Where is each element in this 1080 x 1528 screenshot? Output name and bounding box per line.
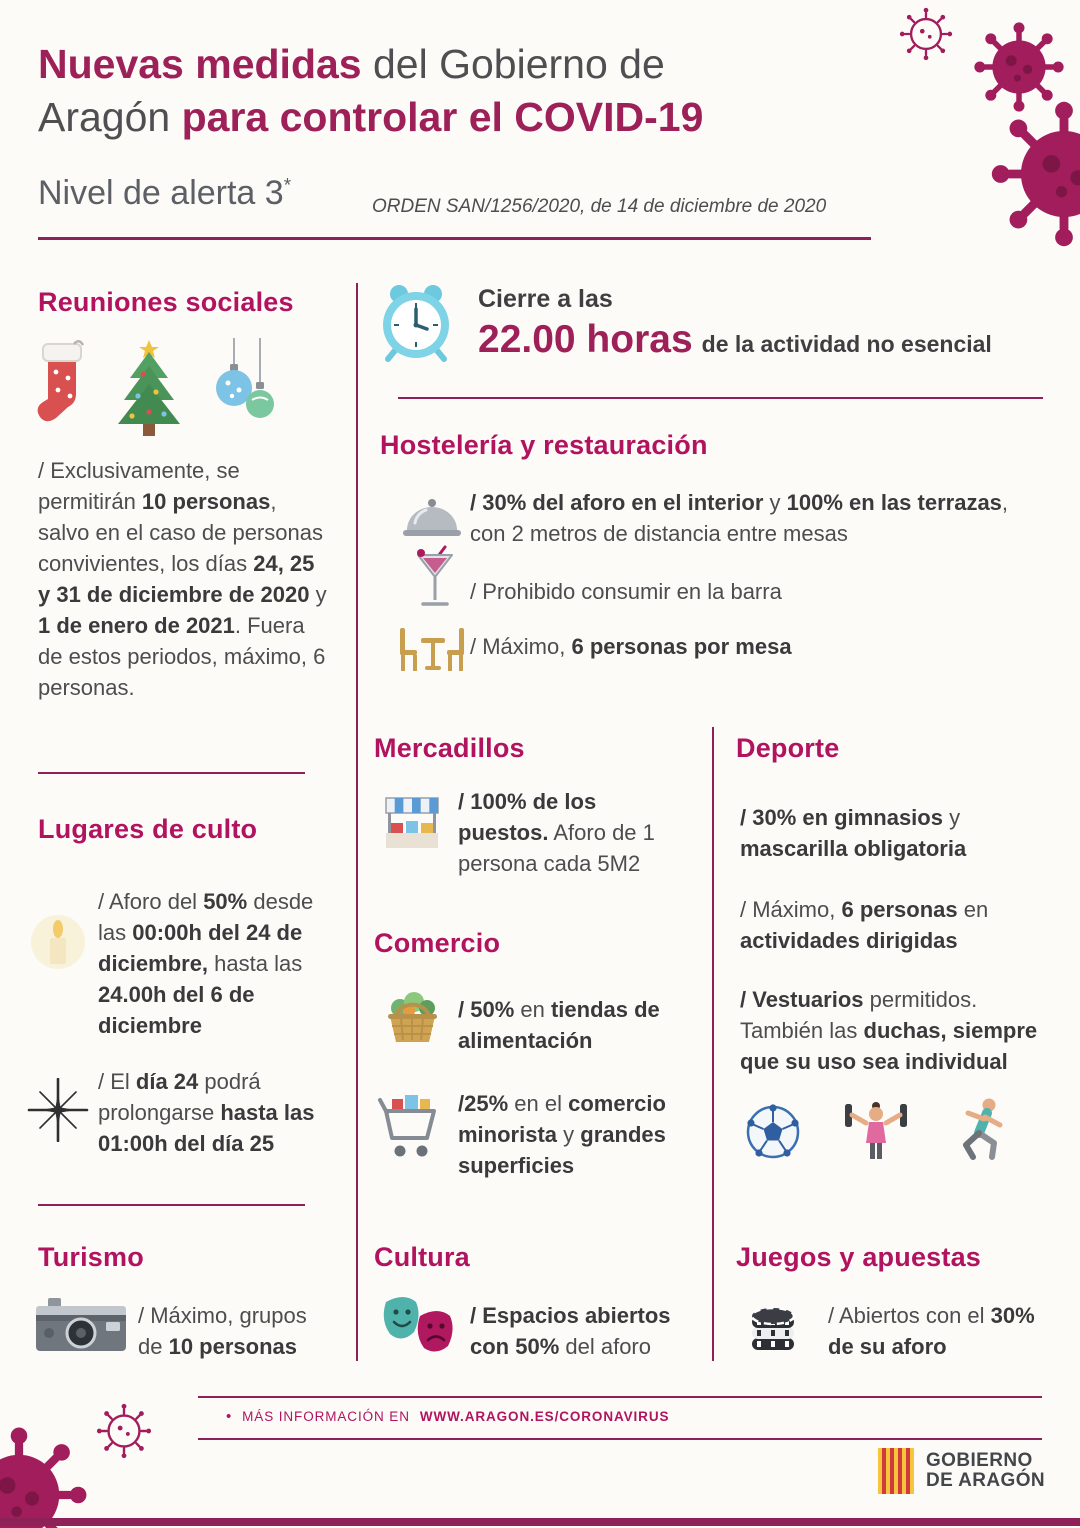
footer-bullet: • [226,1408,233,1425]
aragon-flag-icon [876,1446,916,1496]
section-title-turismo: Turismo [38,1242,144,1272]
section-title-comercio: Comercio [374,928,501,958]
christmas-icons-row [34,338,280,438]
hosteleria-item-1: / 30% del aforo en el interior y 100% en las terrazas, con 2 metros de distancia entre mesas [470,490,1009,546]
coronavirus-decoration-top-right [880,0,1080,260]
comercio-item-2: /25% en el comercio minorista y grandes superficies [458,1091,666,1178]
lugares-item-2: / El día 24 podrá prolongarse hasta las 01:00h del día 25 [98,1069,315,1156]
bottom-border-bar [0,1518,1080,1526]
alert-level: Nivel de alerta 3* [38,174,292,212]
logo-line-2: DE ARAGÓN [926,1470,1046,1491]
hosteleria-item-2: / Prohibido consumir en la barra [470,579,782,604]
christmas-stocking-icon [34,338,90,432]
title-accent-1: Nuevas medidas [38,41,362,87]
footer-divider-bottom [198,1438,1042,1440]
poker-chips-icon [748,1294,802,1354]
shopping-cart-icon [376,1090,440,1162]
alarm-clock-icon [378,282,454,362]
title-plain-2: Aragón [38,94,182,140]
footer-info-label: MÁS INFORMACIÓN EN [242,1409,410,1424]
banner-divider [398,397,1043,399]
section-title-deporte: Deporte [736,733,840,763]
footer-info-url: WWW.ARAGON.ES/CORONAVIRUS [419,1409,670,1424]
closing-time-banner [478,285,992,362]
closing-time-label: Cierre a las [478,285,613,313]
logo-text [926,1451,1045,1491]
title-plain-1: del Gobierno de [361,41,665,87]
gobierno-aragon-logo [876,1446,1045,1496]
closing-time-value: 22.00 horas [478,318,693,361]
weightlifting-icon [843,1098,909,1160]
vertical-divider-right [712,727,714,1361]
section-title-mercadillos: Mercadillos [374,733,525,763]
footer-info [226,1408,669,1425]
left-divider-2 [38,1204,305,1206]
theater-masks-icon [378,1294,456,1354]
order-reference: ORDEN SAN/1256/2020, de 14 de diciembre de 2020 [372,196,827,217]
section-title-reuniones: Reuniones sociales [38,287,294,317]
running-icon [951,1096,1009,1160]
food-basket-icon [382,986,442,1044]
deporte-item-2: / Máximo, 6 personas en actividades dirigidas [740,897,989,953]
table-chairs-icon [398,626,466,672]
juegos-text: / Abiertos con el 30% de su aforo [828,1303,1035,1359]
reuniones-text: / Exclusivamente, se permitirán 10 personas, salvo en el caso de personas convivientes, los días 24, 25 y 31 de diciembre de 2020 y 1 de enero de 2021. Fuera de estos periodos, máximo, 6 personas. [38,458,327,700]
footer-divider-top [198,1396,1042,1398]
section-title-juegos: Juegos y apuestas [736,1242,982,1272]
coronavirus-decoration-bottom-left [0,1398,200,1528]
section-title-cultura: Cultura [374,1242,470,1272]
deporte-item-1: / 30% en gimnasios y mascarilla obligatoria [740,805,967,861]
christmas-tree-icon [110,338,188,438]
hosteleria-item-3: / Máximo, 6 personas por mesa [470,634,792,659]
vertical-divider-left [356,283,358,1361]
camera-icon [34,1294,128,1356]
closing-time-suffix: de la actividad no esencial [701,331,992,357]
comercio-item-1: / 50% en tiendas de alimentación [458,997,660,1053]
cocktail-icon [414,545,456,609]
title-accent-2: para controlar el COVID-19 [181,94,704,140]
logo-line-1: GOBIERNO [926,1450,1033,1471]
cultura-text: / Espacios abiertos con 50% del aforo [470,1303,671,1359]
sport-icons-row [745,1096,1009,1160]
deporte-item-3: / Vestuarios permitidos. También las duchas, siempre que su uso sea individual [740,987,1038,1074]
soccer-ball-icon [745,1104,801,1160]
mercadillos-text: / 100% de los puestos. Aforo de 1 persona cada 5M2 [458,789,655,876]
star-icon [26,1078,90,1142]
section-title-hosteleria: Hostelería y restauración [380,430,708,460]
ornaments-icon [208,338,280,434]
alert-asterisk: * [283,175,292,197]
lugares-item-1: / Aforo del 50% desde las 00:00h del 24 de diciembre, hasta las 24.00h del 6 de diciembre [98,889,314,1038]
candle-icon [28,912,88,972]
left-divider-1 [38,772,305,774]
page-title [38,38,703,144]
market-stall-icon [382,792,442,852]
turismo-text: / Máximo, grupos de 10 personas [138,1303,307,1359]
section-title-lugares: Lugares de culto [38,814,258,844]
cloche-icon [402,492,462,542]
header-divider [38,237,871,240]
